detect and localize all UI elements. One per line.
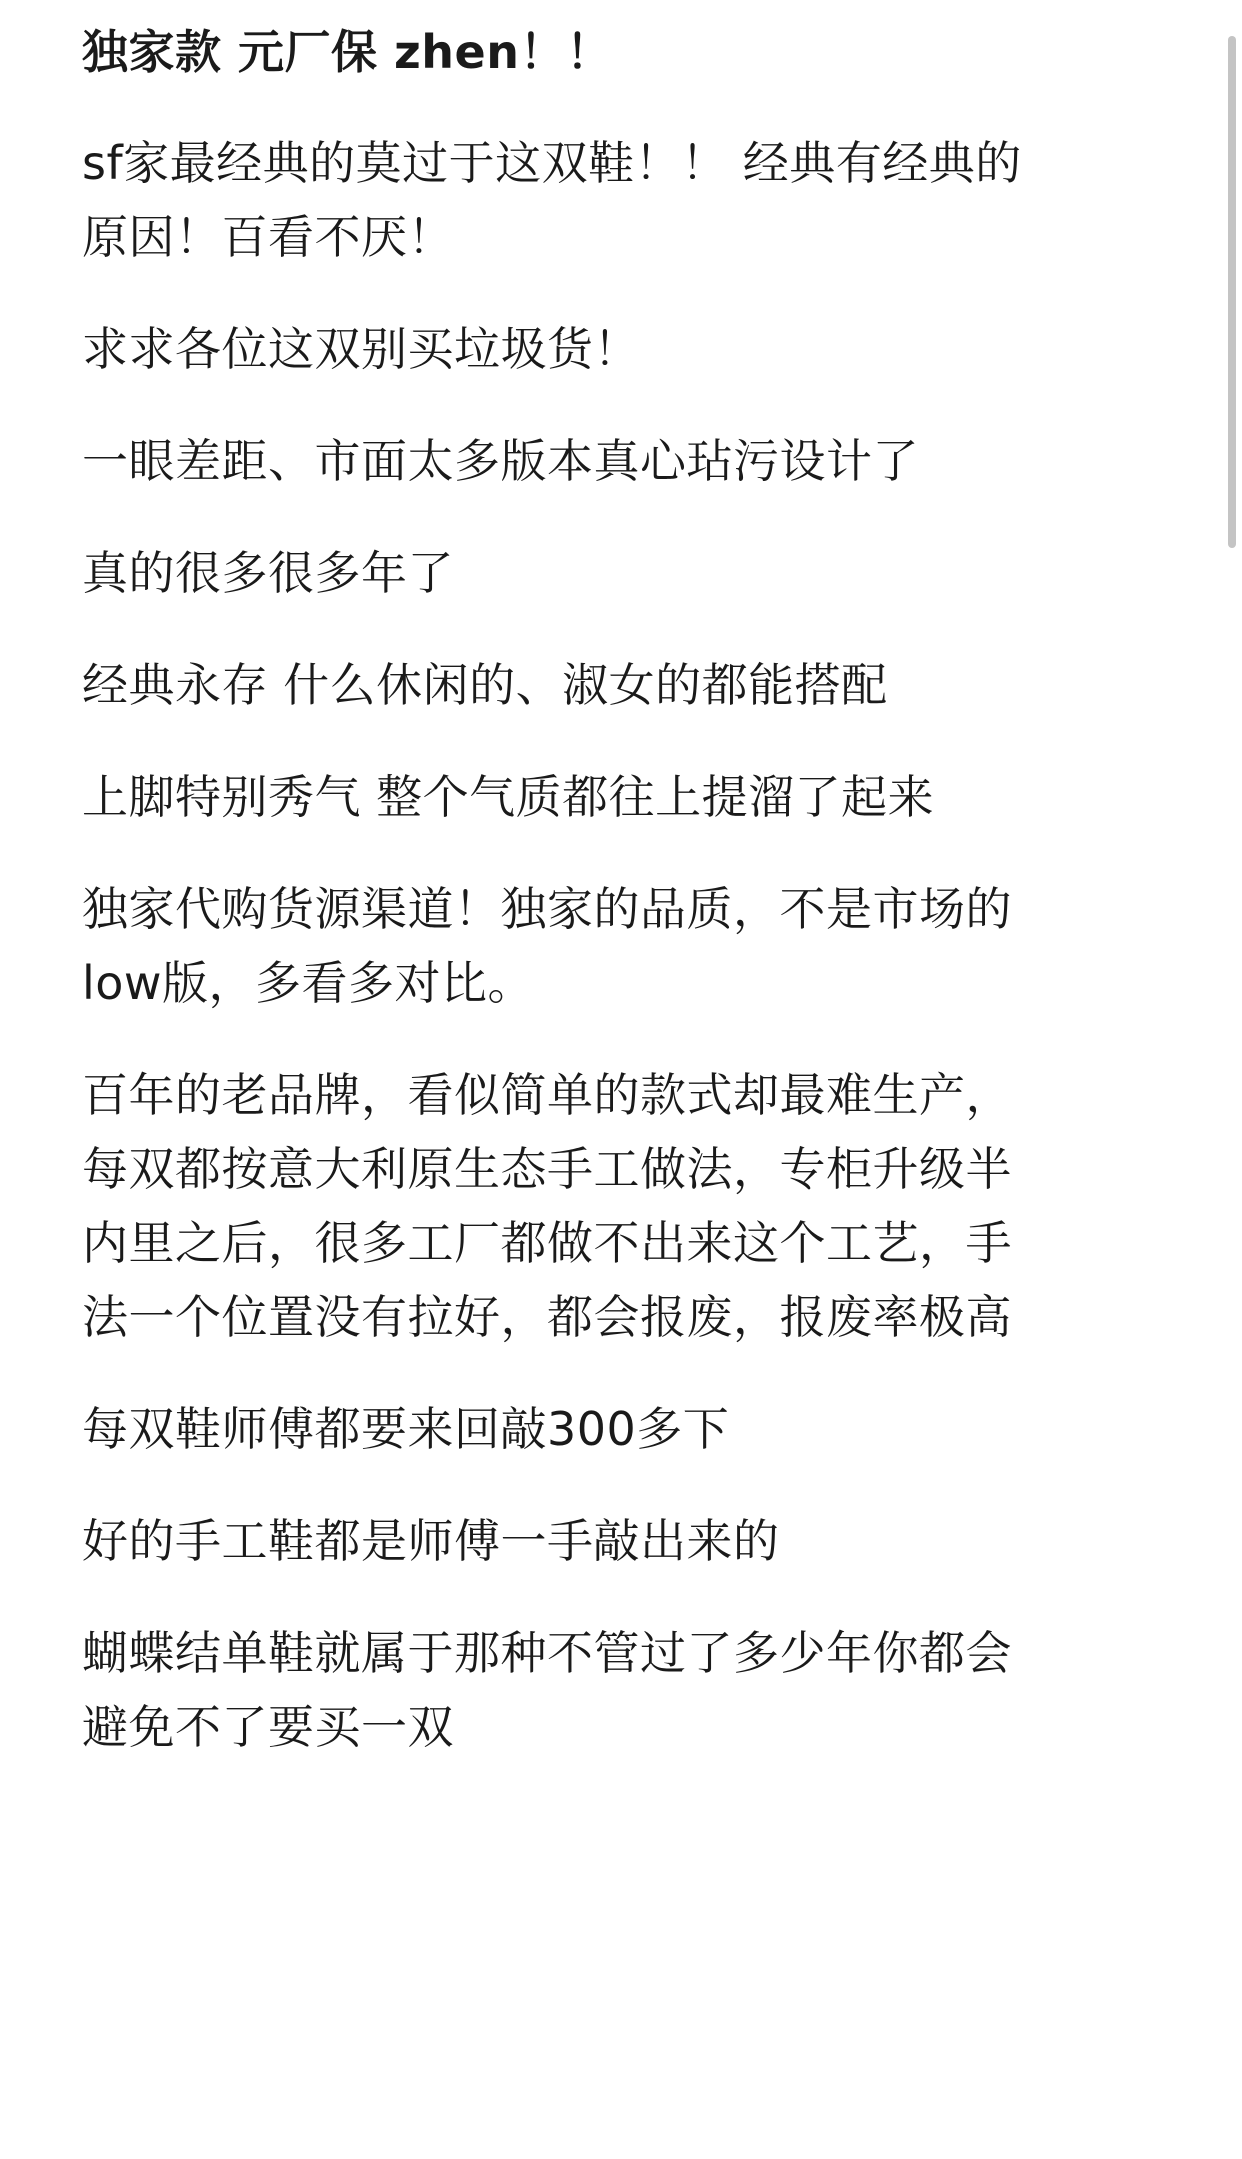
paragraph-line: 每双都按意大利原生态手工做法，专柜升级半 xyxy=(82,1142,1012,1196)
spacer xyxy=(82,1020,1162,1058)
spacer xyxy=(82,1466,1162,1504)
spacer xyxy=(82,386,1162,424)
paragraph-line: 百年的老品牌，看似简单的款式却最难生产， xyxy=(82,1068,1012,1122)
post-content xyxy=(82,22,1162,1764)
paragraph-line: 真的很多很多年了 xyxy=(82,546,454,600)
spacer xyxy=(82,274,1162,312)
paragraph-line: 每双鞋师傅都要来回敲300多下 xyxy=(82,1402,730,1456)
paragraph-line: 求求各位这双别买垃圾货！ xyxy=(82,322,640,376)
paragraph-line: sf家最经典的莫过于这双鞋！！ 经典有经典的 xyxy=(82,136,1022,190)
paragraph-line: 内里之后，很多工厂都做不出来这个工艺，手 xyxy=(82,1216,1012,1270)
paragraph-line: 原因！百看不厌！ xyxy=(82,210,454,264)
vertical-scrollbar[interactable] xyxy=(1228,0,1242,2159)
spacer xyxy=(82,82,1162,126)
paragraph-5 xyxy=(82,648,1162,722)
paragraph-7 xyxy=(82,872,1162,1020)
paragraph-2 xyxy=(82,312,1162,386)
paragraph-9 xyxy=(82,1392,1162,1466)
paragraph-line: 独家代购货源渠道！独家的品质，不是市场的 xyxy=(82,882,1012,936)
paragraph-line: 一眼差距、市面太多版本真心玷污设计了 xyxy=(82,434,919,488)
paragraph-line: 避免不了要买一双 xyxy=(82,1700,454,1754)
paragraph-line: 经典永存 什么休闲的、淑女的都能搭配 xyxy=(82,658,888,712)
paragraph-line: low版，多看多对比。 xyxy=(82,956,535,1010)
paragraph-10 xyxy=(82,1504,1162,1578)
scrollbar-thumb[interactable] xyxy=(1228,36,1236,548)
spacer xyxy=(82,610,1162,648)
spacer xyxy=(82,834,1162,872)
paragraph-3 xyxy=(82,424,1162,498)
paragraph-line: 法一个位置没有拉好，都会报废，报废率极高 xyxy=(82,1290,1012,1344)
spacer xyxy=(82,1354,1162,1392)
paragraph-6 xyxy=(82,760,1162,834)
spacer xyxy=(82,498,1162,536)
spacer xyxy=(82,722,1162,760)
paragraph-line: 上脚特别秀气 整个气质都往上提溜了起来 xyxy=(82,770,935,824)
paragraph-line: 好的手工鞋都是师傅一手敲出来的 xyxy=(82,1514,780,1568)
paragraph-4 xyxy=(82,536,1162,610)
spacer xyxy=(82,1578,1162,1616)
paragraph-1 xyxy=(82,126,1162,274)
paragraph-line: 蝴蝶结单鞋就属于那种不管过了多少年你都会 xyxy=(82,1626,1012,1680)
post-title: 独家款 元厂保 zhen！！ xyxy=(82,25,613,79)
paragraph-11 xyxy=(82,1616,1162,1764)
paragraph-8 xyxy=(82,1058,1162,1354)
